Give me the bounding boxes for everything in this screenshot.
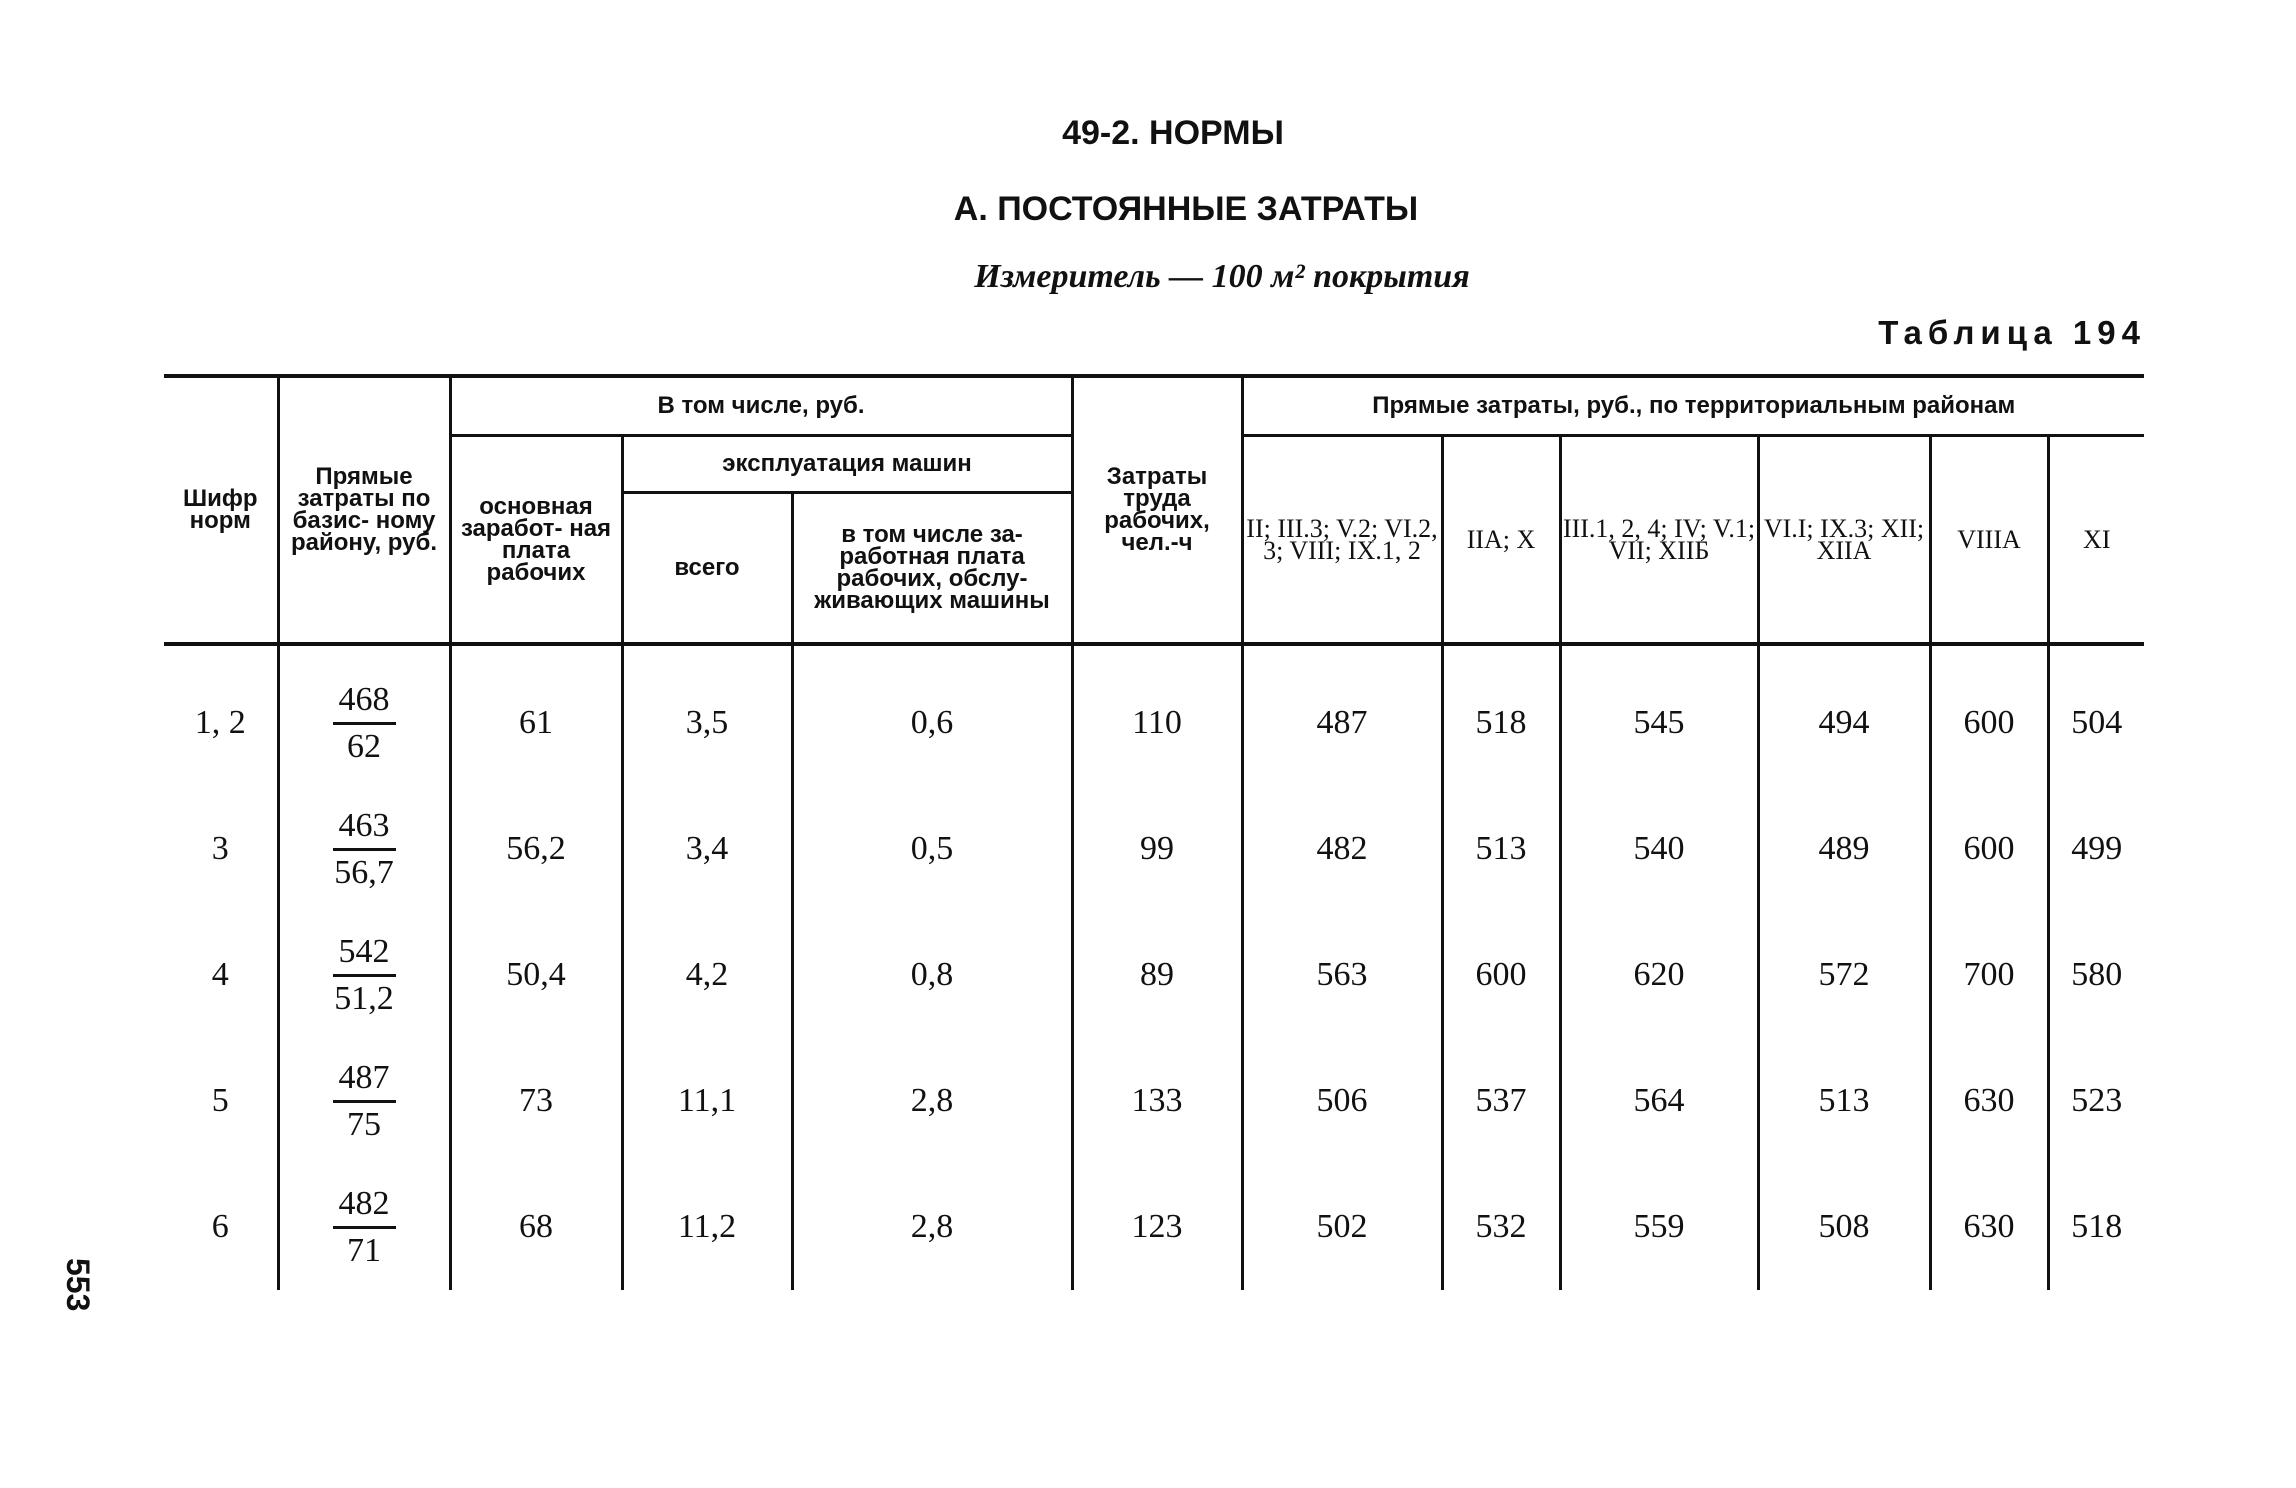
cell-region-5: 700: [1930, 912, 2048, 1038]
cell-basic-wage: 61: [450, 644, 622, 786]
cell-machine-wage: 2,8: [792, 1038, 1072, 1164]
header-machine-wage: в том числе за- работная плата рабочих, обслу- живающих машины: [792, 493, 1072, 645]
fraction-numerator: 542: [333, 930, 396, 977]
header-machine-group: эксплуатация машин: [622, 436, 1072, 493]
cell-code: 4: [211, 956, 229, 993]
table-row: [164, 1038, 2144, 1164]
fraction: [333, 930, 396, 1021]
cell-region-2: 532: [1442, 1164, 1560, 1290]
fraction-denominator: 71: [347, 1231, 381, 1269]
cell-code: 3: [211, 830, 229, 867]
cell-labor: 99: [1072, 786, 1242, 912]
table-row: [164, 644, 2144, 786]
cell-machine-total: 4,2: [622, 912, 792, 1038]
cell-region-3: 540: [1560, 786, 1758, 912]
cell-region-4: 513: [1758, 1038, 1930, 1164]
table-row: [164, 912, 2144, 1038]
cell-code: 5: [211, 1082, 229, 1119]
cell-machine-total: 11,1: [622, 1038, 792, 1164]
cell-region-1: 487: [1242, 644, 1442, 786]
header-code: Шифр норм: [164, 376, 278, 644]
cell-region-1: 563: [1242, 912, 1442, 1038]
cell-region-5: 600: [1930, 786, 2048, 912]
header-region-1: II; III.3; V.2; VI.2, 3; VIII; IX.1, 2: [1242, 436, 1442, 645]
cell-labor: 133: [1072, 1038, 1242, 1164]
cell-direct-base: [278, 1038, 450, 1164]
cell-basic-wage: 50,4: [450, 912, 622, 1038]
cell-direct-base: [278, 786, 450, 912]
header-region-5: VIIIA: [1930, 436, 2048, 645]
table-row: [164, 1164, 2144, 1290]
fraction: [333, 1182, 396, 1273]
norms-table: [164, 374, 2144, 1290]
cell-region-6: 499: [2048, 786, 2144, 912]
cell-region-1: 482: [1242, 786, 1442, 912]
cell-region-5: 630: [1930, 1038, 2048, 1164]
fraction-numerator: 463: [333, 804, 396, 851]
header-region-6: XI: [2048, 436, 2144, 645]
cell-region-1: 502: [1242, 1164, 1442, 1290]
table-row: [164, 786, 2144, 912]
cell-region-6: 580: [2048, 912, 2144, 1038]
cell-basic-wage: 73: [450, 1038, 622, 1164]
cell-region-2: 518: [1442, 644, 1560, 786]
subsection-title: А. ПОСТОЯННЫЕ ЗАТРАТЫ: [953, 190, 1419, 228]
cell-region-4: 572: [1758, 912, 1930, 1038]
fraction: [333, 678, 396, 769]
header-direct-base: Прямые затраты по базис- ному району, руб.: [278, 376, 450, 644]
cell-machine-total: 3,5: [622, 644, 792, 786]
cell-region-5: 630: [1930, 1164, 2048, 1290]
cell-region-3: 620: [1560, 912, 1758, 1038]
fraction-numerator: 482: [333, 1182, 396, 1229]
header-machine-total: всего: [622, 493, 792, 645]
fraction-denominator: 62: [347, 727, 381, 765]
fraction-denominator: 75: [347, 1105, 381, 1143]
cell-region-2: 537: [1442, 1038, 1560, 1164]
fraction-numerator: 487: [333, 1056, 396, 1103]
cell-labor: 110: [1072, 644, 1242, 786]
cell-region-6: 504: [2048, 644, 2144, 786]
fraction-denominator: 51,2: [334, 979, 394, 1017]
section-title: 49-2. НОРМЫ: [1062, 114, 1284, 152]
cell-direct-base: [278, 912, 450, 1038]
cell-code: 6: [211, 1208, 229, 1245]
cell-basic-wage: 68: [450, 1164, 622, 1290]
cell-region-4: 489: [1758, 786, 1930, 912]
cell-direct-base: [278, 1164, 450, 1290]
cell-machine-wage: 0,6: [792, 644, 1072, 786]
table-label: Таблица 194: [1878, 314, 2146, 351]
cell-machine-wage: 0,5: [792, 786, 1072, 912]
cell-region-3: 545: [1560, 644, 1758, 786]
cell-labor: 123: [1072, 1164, 1242, 1290]
header-labor: Затраты труда рабочих, чел.-ч: [1072, 376, 1242, 644]
fraction: [333, 1056, 396, 1147]
cell-region-2: 600: [1442, 912, 1560, 1038]
cell-direct-base: [278, 644, 450, 786]
cell-machine-total: 11,2: [622, 1164, 792, 1290]
cell-region-6: 523: [2048, 1038, 2144, 1164]
cell-machine-total: 3,4: [622, 786, 792, 912]
cell-region-5: 600: [1930, 644, 2048, 786]
cell-region-1: 506: [1242, 1038, 1442, 1164]
header-incl-group: В том числе, руб.: [450, 376, 1072, 436]
cell-region-6: 518: [2048, 1164, 2144, 1290]
header-region-4: VI.I; IX.3; XII; XIIA: [1758, 436, 1930, 645]
header-region-3: III.1, 2, 4; IV; V.1; VII; XIIБ: [1560, 436, 1758, 645]
cell-region-3: 564: [1560, 1038, 1758, 1164]
cell-machine-wage: 0,8: [792, 912, 1072, 1038]
cell-labor: 89: [1072, 912, 1242, 1038]
fraction-numerator: 468: [333, 678, 396, 725]
cell-region-4: 508: [1758, 1164, 1930, 1290]
cell-machine-wage: 2,8: [792, 1164, 1072, 1290]
cell-region-3: 559: [1560, 1164, 1758, 1290]
header-region-2: IIA; X: [1442, 436, 1560, 645]
cell-region-4: 494: [1758, 644, 1930, 786]
cell-basic-wage: 56,2: [450, 786, 622, 912]
cell-code: 1, 2: [194, 704, 246, 741]
fraction-denominator: 56,7: [334, 853, 394, 891]
measure-caption: Измеритель — 100 м² покрытия: [974, 258, 1470, 295]
header-basic-wage: основная заработ- ная плата рабочих: [450, 436, 622, 645]
cell-region-2: 513: [1442, 786, 1560, 912]
header-regions-group: Прямые затраты, руб., по территориальным районам: [1242, 376, 2144, 436]
fraction: [333, 804, 396, 895]
page-number: 553: [60, 1258, 96, 1312]
